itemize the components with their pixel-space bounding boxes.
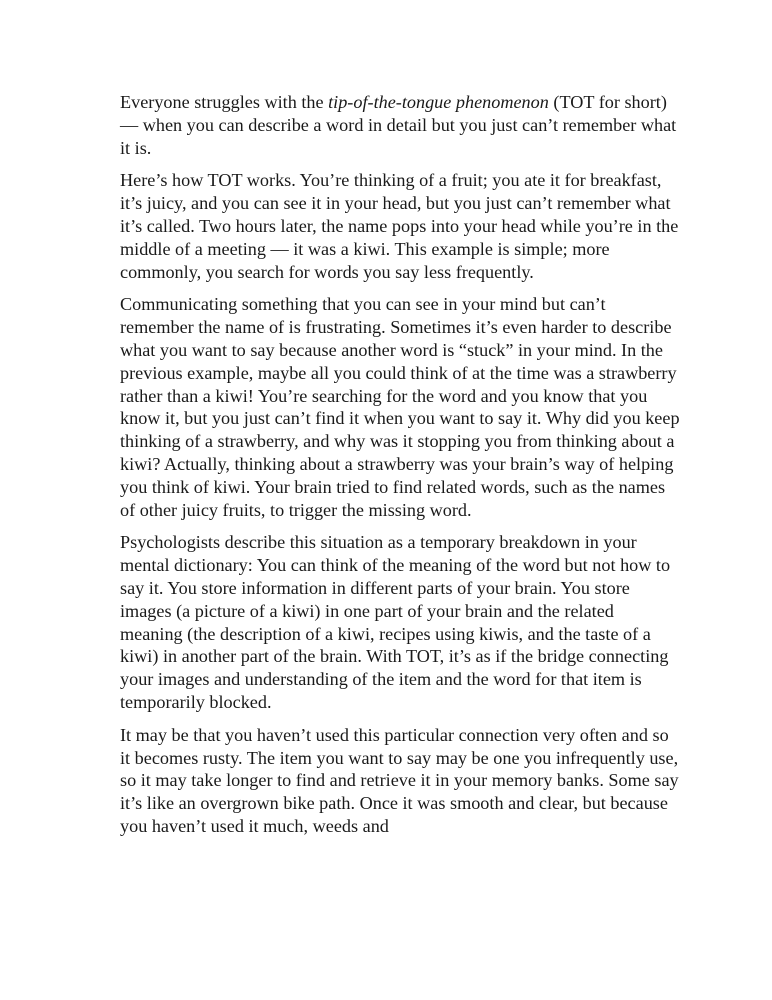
- paragraph-4: Psychologists describe this situation as a temporary breakdown in your mental dictionary: You can think of the meaning of the word but not how to say it. You store information in different parts of your brain. You store images (a picture of a kiwi) in one part of your brain and the related meaning (the description of a kiwi, recipes using kiwis, and the taste of a kiwi) in another part of the brain. With TOT, it’s as if the bridge connecting your images and understanding of the item and the word for that item is temporarily blocked.: [120, 532, 671, 712]
- document-page: [120, 91, 680, 848]
- paragraph-1-lead: Everyone struggles with the: [120, 92, 329, 112]
- paragraph-1-tail: (TOT for short) — when you can describe a word in detail but you just can’t remember what it is.: [120, 92, 677, 158]
- paragraph-2: Here’s how TOT works. You’re thinking of a fruit; you ate it for breakfast, it’s juicy, and you can see it in your head, but you just can’t remember what it’s called. Two hours later, the name pops into your head while you’re in the middle of a meeting — it was a kiwi. This example is simple; more commonly, you search for words you say less frequently.: [120, 170, 679, 282]
- paragraph-5: It may be that you haven’t used this particular connection very often and so it becomes rusty. The item you want to say may be one you infrequently use, so it may take longer to find and retrieve it in your memory banks. Some say it’s like an overgrown bike path. Once it was smooth and clear, but because you haven’t used it much, weeds and: [120, 724, 679, 836]
- paragraph-1: [120, 91, 680, 159]
- paragraph-1-italic-term: tip-of-the-tongue phenomenon: [328, 92, 549, 112]
- paragraph-3: Communicating something that you can see in your mind but can’t remember the name of is frustrating. Sometimes it’s even harder to describe what you want to say because another word is “stuck” in your mind. In the previous example, maybe all you could think of at the time was a strawberry rather than a kiwi! You’re searching for the word and you know that you know it, but you just can’t find it when you want to say it. Why did you keep thinking of a strawberry, and why was it stopping you from thinking about a kiwi? Actually, thinking about a strawberry was your brain’s way of helping you think of kiwi. Your brain tried to find related words, such as the names of other juicy fruits, to trigger the missing word.: [120, 294, 680, 520]
